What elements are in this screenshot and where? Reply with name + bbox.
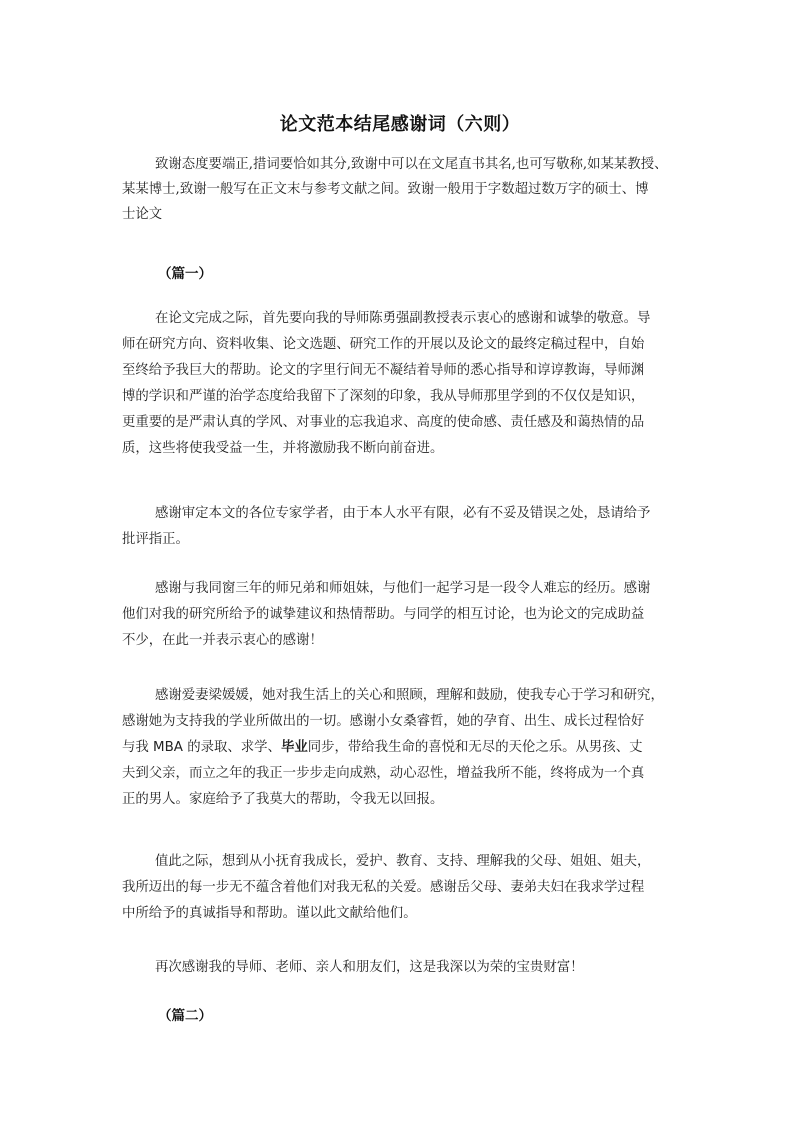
paragraph-line: 师在研究方向、资料收集、论文选题、研究工作的开展以及论文的最终定稿过程中，自始 [122, 337, 645, 352]
paragraph-line: 正的男人。家庭给予了我莫大的帮助，令我无以回报。 [122, 792, 444, 807]
section-heading-1: （篇一） [158, 266, 212, 282]
paragraph-line: 感谢她为支持我的学业所做出的一切。感谢小女桑睿哲，她的孕育、出生、成长过程恰好 [122, 714, 645, 729]
paragraph-line: 不少，在此一并表示衷心的感谢！ [122, 633, 323, 648]
paragraph-line: 再次感谢我的导师、老师、亲人和朋友们，这是我深以为荣的宝贵财富！ [155, 960, 584, 975]
highlighted-word: 毕业 [280, 740, 308, 755]
paragraph-1 [122, 306, 688, 462]
paragraph-text: 与我 [122, 740, 154, 755]
paragraph-text: 的录取、求学、 [182, 740, 281, 755]
intro-line: 士论文 [122, 207, 163, 222]
paragraph-line: 更重要的是严肃认真的学风、对事业的忘我追求、高度的使命感、责任感及和蔼热情的品 [122, 415, 645, 430]
paragraph-4 [122, 683, 688, 813]
paragraph-line: 在论文完成之际，首先要向我的导师陈勇强副教授表示衷心的感谢和诚挚的敬意。导 [155, 311, 651, 326]
paragraph-5 [122, 849, 688, 927]
paragraph-line: 我所迈出的每一步无不蕴含着他们对我无私的关爱。感谢岳父母、妻弟夫妇在我求学过程 [122, 880, 645, 895]
paragraph-line: 博的学识和严谨的治学态度给我留下了深刻的印象，我从导师那里学到的不仅仅是知识， [122, 389, 645, 404]
paragraph-line [122, 735, 688, 761]
paragraph-line: 感谢审定本文的各位专家学者，由于本人水平有限，必有不妥及错误之处，恳请给予 [155, 506, 651, 521]
paragraph-line: 质，这些将使我受益一生，并将激励我不断向前奋进。 [122, 441, 444, 456]
paragraph-line: 感谢爱妻梁媛媛，她对我生活上的关心和照顾，理解和鼓励，使我专心于学习和研究， [155, 688, 664, 703]
paragraph-line: 值此之际，想到从小抚育我成长，爱护、教育、支持、理解我的父母、姐姐、姐夫， [155, 854, 651, 869]
paragraph-line: 至终给予我巨大的帮助。论文的字里行间无不凝结着导师的悉心指导和谆谆教诲，导师渊 [122, 363, 645, 378]
intro-paragraph [122, 152, 688, 227]
paragraph-line: 夫到父亲，而立之年的我正一步步走向成熟，动心忍性，增益我所不能，终将成为一个真 [122, 766, 645, 781]
paragraph-6 [122, 955, 688, 981]
paragraph-text: 同步，带给我生命的喜悦和无尽的天伦之乐。从男孩、丈 [307, 740, 643, 755]
section-heading-2: （篇二） [158, 1008, 212, 1024]
intro-line: 某某博士,致谢一般写在正文末与参考文献之间。致谢一般用于字数超过数万字的硕士、博 [122, 182, 649, 197]
paragraph-line: 中所给予的真诚指导和帮助。谨以此文献给他们。 [122, 906, 417, 921]
paragraph-3 [122, 576, 688, 654]
intro-line: 致谢态度要端正,措词要恰如其分,致谢中可以在文尾直书其名,也可写敬称,如某某教授、 [155, 157, 668, 172]
paragraph-line: 他们对我的研究所给予的诚挚建议和热情帮助。与同学的相互讨论，也为论文的完成助益 [122, 607, 645, 622]
paragraph-line: 感谢与我同窗三年的师兄弟和师姐妹，与他们一起学习是一段令人难忘的经历。感谢 [155, 581, 651, 596]
paragraph-2 [122, 501, 688, 553]
document-title: 论文范本结尾感谢词（六则） [279, 114, 521, 135]
mba-text: MBA [153, 740, 183, 755]
paragraph-line: 批评指正。 [122, 532, 189, 547]
